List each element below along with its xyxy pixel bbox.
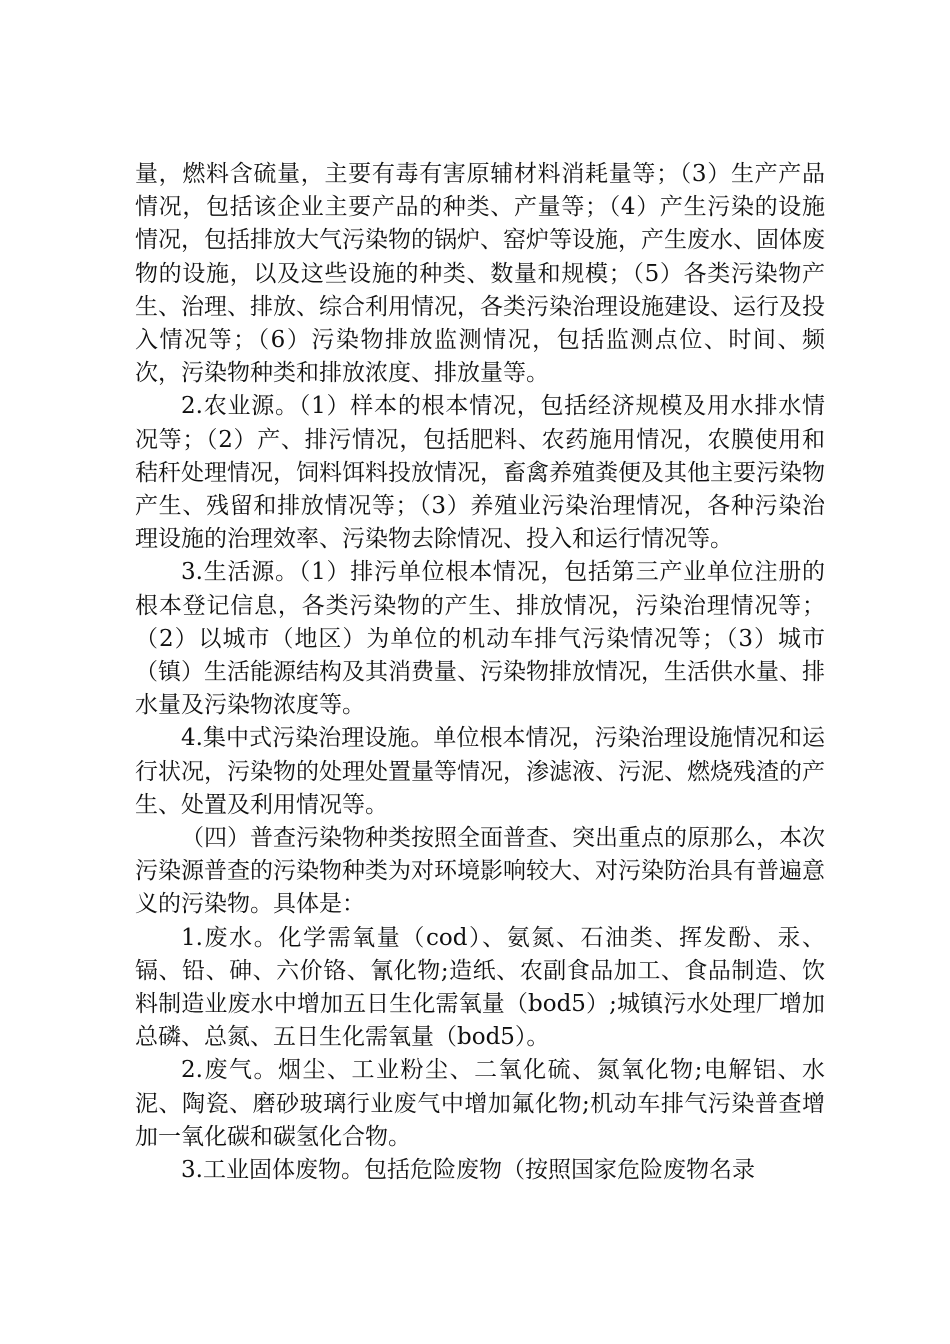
document-body — [135, 158, 825, 1187]
paragraph-industrial-source-continued: 量，燃料含硫量，主要有毒有害原辅材料消耗量等；（3）生产产品情况，包括该企业主要产品的种类、产量等；（4）产生污染的设施情况，包括排放大气污染物的锅炉、窑炉等设施，产生废水、固体废物的设施，以及这些设施的种类、数量和规模；（5）各类污染物产生、治理、排放、综合利用情况，各类污染治理设施建设、运行及投入情况等；（6）污染物排放监测情况，包括监测点位、时间、频次，污染物种类和排放浓度、排放量等。 — [135, 161, 825, 387]
paragraph-industrial-solid-waste: 3.工业固体废物。包括危险废物（按照国家危险废物名录 — [181, 1157, 755, 1184]
paragraph-centralized-treatment-facilities: 4.集中式污染治理设施。单位根本情况，污染治理设施情况和运行状况，污染物的处理处置量等情况，渗滤液、污泥、燃烧残渣的产生、处置及利用情况等。 — [135, 725, 825, 818]
paragraph-wastewater: 1.废水。化学需氧量（cod）、氨氮、石油类、挥发酚、汞、镉、铅、砷、六价铬、氰化物;造纸、农副食品加工、食品制造、饮料制造业废水中增加五日生化需氧量（bod5）;城镇污水处理厂增加总磷、总氮、五日生化需氧量（bod5）。 — [135, 924, 825, 1051]
paragraph-domestic-source: 3.生活源。（1）排污单位根本情况，包括第三产业单位注册的根本登记信息，各类污染物的产生、排放情况，污染治理情况等；（2）以城市（地区）为单位的机动车排气污染情况等；（3）城市（镇）生活能源结构及其消费量、污染物排放情况，生活供水量、排水量及污染物浓度等。 — [135, 559, 825, 719]
paragraph-waste-gas: 2.废气。烟尘、工业粉尘、二氧化硫、氮氧化物;电解铝、水泥、陶瓷、磨砂玻璃行业废气中增加氟化物;机动车排气污染普查增加一氧化碳和碳氢化合物。 — [135, 1057, 825, 1150]
paragraph-pollutant-types-section: （四）普查污染物种类按照全面普查、突出重点的原那么，本次污染源普查的污染物种类为对环境影响较大、对污染防治具有普遍意义的污染物。具体是： — [135, 825, 825, 918]
paragraph-agricultural-source: 2.农业源。（1）样本的根本情况，包括经济规模及用水排水情况等；（2）产、排污情况，包括肥料、农药施用情况，农膜使用和秸秆处理情况，饲料饵料投放情况，畜禽养殖粪便及其他主要污染物产生、残留和排放情况等；（3）养殖业污染治理情况，各种污染治理设施的治理效率、污染物去除情况、投入和运行情况等。 — [135, 393, 825, 553]
